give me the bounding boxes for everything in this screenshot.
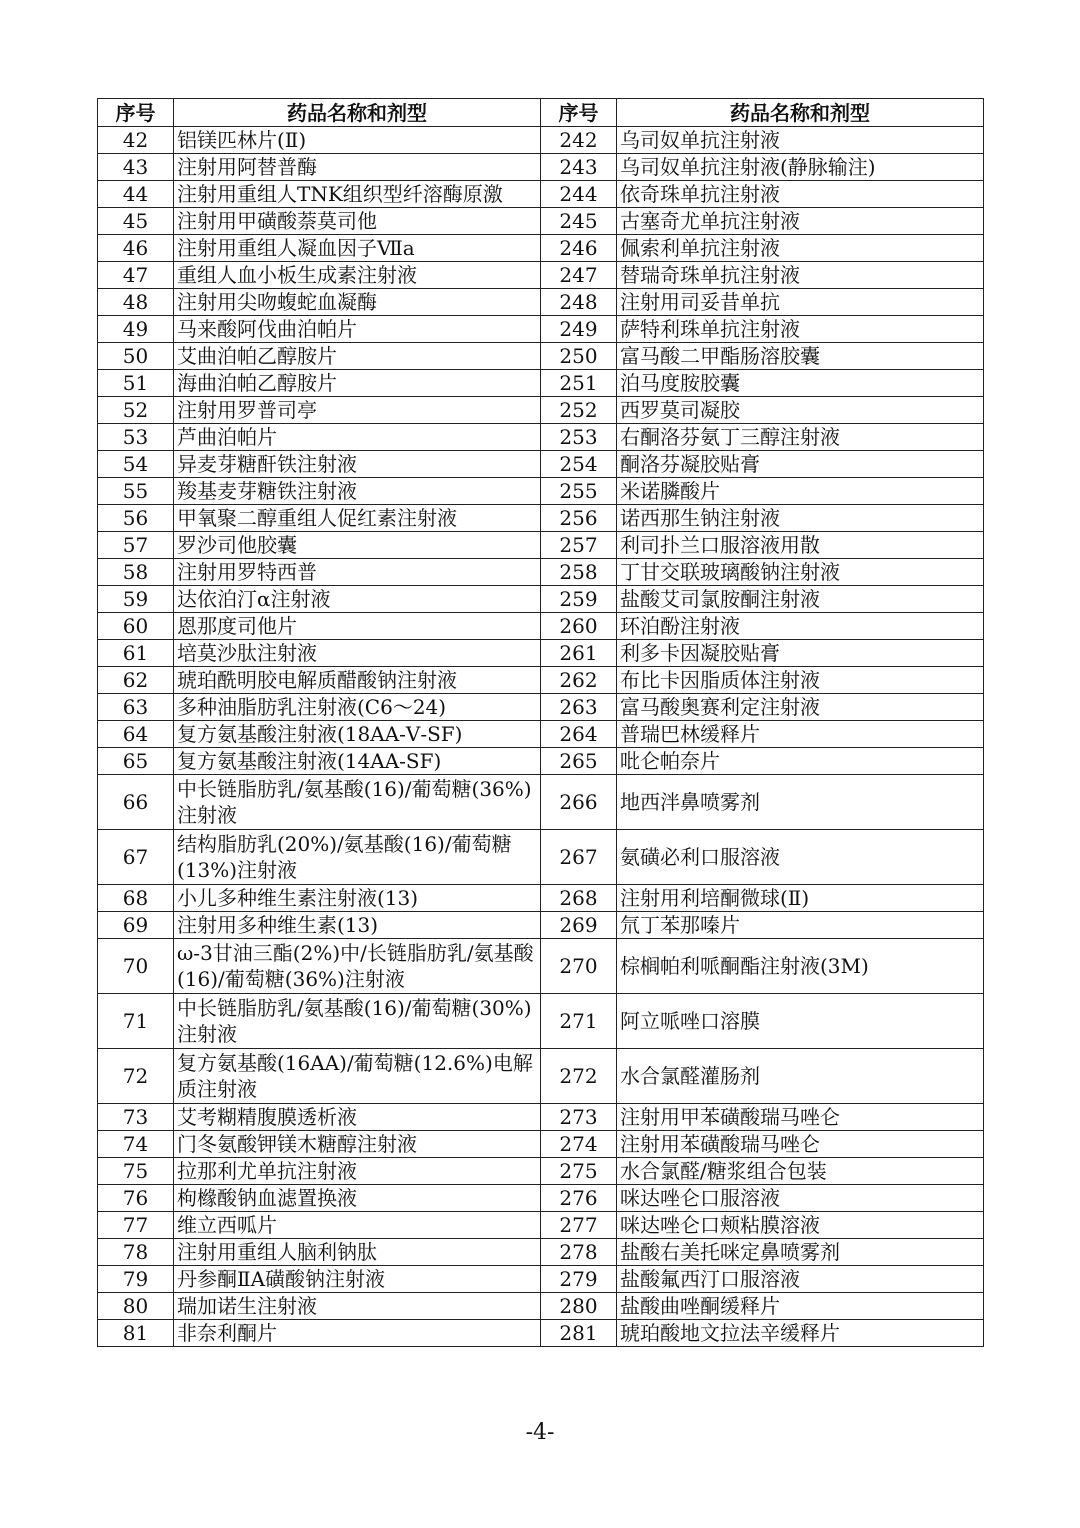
drug-name-left: 小儿多种维生素注射液(13): [174, 885, 541, 912]
table-row: [98, 127, 984, 154]
row-number-right: 253: [541, 424, 617, 451]
drug-name-left: 注射用罗特西普: [174, 559, 541, 586]
row-number-right: 281: [541, 1320, 617, 1347]
table-row: [98, 1185, 984, 1212]
table-row: [98, 939, 984, 994]
row-number-right: 259: [541, 586, 617, 613]
row-number-left: 65: [98, 748, 174, 775]
table-row: [98, 1131, 984, 1158]
row-number-left: 72: [98, 1049, 174, 1104]
row-number-right: 269: [541, 912, 617, 939]
table-row: [98, 994, 984, 1049]
row-number-right: 263: [541, 694, 617, 721]
drug-name-right: 泊马度胺胶囊: [617, 370, 984, 397]
drug-name-right: 普瑞巴林缓释片: [617, 721, 984, 748]
row-number-left: 78: [98, 1239, 174, 1266]
drug-name-left: 复方氨基酸注射液(18AA-Ⅴ-SF): [174, 721, 541, 748]
drug-name-right: 古塞奇尤单抗注射液: [617, 208, 984, 235]
row-number-right: 246: [541, 235, 617, 262]
row-number-right: 273: [541, 1104, 617, 1131]
row-number-left: 79: [98, 1266, 174, 1293]
row-number-right: 266: [541, 775, 617, 830]
drug-name-right: 盐酸艾司氯胺酮注射液: [617, 586, 984, 613]
header-name-right: 药品名称和剂型: [617, 99, 984, 127]
header-number-right: 序号: [541, 99, 617, 127]
row-number-left: 57: [98, 532, 174, 559]
row-number-left: 43: [98, 154, 174, 181]
table-row: [98, 1104, 984, 1131]
row-number-left: 52: [98, 397, 174, 424]
row-number-left: 80: [98, 1293, 174, 1320]
drug-list-table: [97, 98, 984, 1347]
row-number-left: 58: [98, 559, 174, 586]
drug-name-left: 复方氨基酸(16AA)/葡萄糖(12.6%)电解质注射液: [174, 1049, 541, 1104]
row-number-right: 271: [541, 994, 617, 1049]
drug-name-right: 乌司奴单抗注射液(静脉输注): [617, 154, 984, 181]
drug-name-right: 佩索利单抗注射液: [617, 235, 984, 262]
drug-name-right: 地西泮鼻喷雾剂: [617, 775, 984, 830]
table-row: [98, 559, 984, 586]
table-row: [98, 235, 984, 262]
drug-name-left: 注射用多种维生素(13): [174, 912, 541, 939]
drug-name-right: 酮洛芬凝胶贴膏: [617, 451, 984, 478]
row-number-right: 276: [541, 1185, 617, 1212]
row-number-right: 280: [541, 1293, 617, 1320]
row-number-right: 255: [541, 478, 617, 505]
page-number: -4-: [525, 1420, 555, 1445]
row-number-left: 55: [98, 478, 174, 505]
drug-name-left: 丹参酮ⅡA磺酸钠注射液: [174, 1266, 541, 1293]
drug-name-right: 琥珀酸地文拉法辛缓释片: [617, 1320, 984, 1347]
drug-name-right: 富马酸奥赛利定注射液: [617, 694, 984, 721]
table-row: [98, 451, 984, 478]
drug-name-right: 萨特利珠单抗注射液: [617, 316, 984, 343]
drug-name-right: 注射用司妥昔单抗: [617, 289, 984, 316]
drug-name-left: 维立西呱片: [174, 1212, 541, 1239]
drug-name-left: 重组人血小板生成素注射液: [174, 262, 541, 289]
drug-name-right: 水合氯醛灌肠剂: [617, 1049, 984, 1104]
row-number-left: 42: [98, 127, 174, 154]
drug-name-left: 多种油脂肪乳注射液(C6～24): [174, 694, 541, 721]
table-row: [98, 262, 984, 289]
drug-name-left: 马来酸阿伐曲泊帕片: [174, 316, 541, 343]
row-number-left: 73: [98, 1104, 174, 1131]
row-number-left: 60: [98, 613, 174, 640]
drug-name-left: 羧基麦芽糖铁注射液: [174, 478, 541, 505]
table-row: [98, 748, 984, 775]
drug-name-right: 富马酸二甲酯肠溶胶囊: [617, 343, 984, 370]
row-number-right: 254: [541, 451, 617, 478]
drug-name-right: 咪达唑仑口颊粘膜溶液: [617, 1212, 984, 1239]
row-number-right: 247: [541, 262, 617, 289]
table-row: [98, 775, 984, 830]
drug-name-left: 琥珀酰明胶电解质醋酸钠注射液: [174, 667, 541, 694]
table-row: [98, 667, 984, 694]
drug-name-right: 布比卡因脂质体注射液: [617, 667, 984, 694]
row-number-right: 248: [541, 289, 617, 316]
drug-name-left: 注射用重组人凝血因子Ⅶa: [174, 235, 541, 262]
drug-name-right: 环泊酚注射液: [617, 613, 984, 640]
row-number-right: 251: [541, 370, 617, 397]
drug-name-left: 拉那利尤单抗注射液: [174, 1158, 541, 1185]
drug-name-right: 注射用甲苯磺酸瑞马唑仑: [617, 1104, 984, 1131]
table-row: [98, 397, 984, 424]
row-number-right: 275: [541, 1158, 617, 1185]
table-row: [98, 830, 984, 885]
table-row: [98, 586, 984, 613]
table-row: [98, 478, 984, 505]
drug-name-left: 注射用重组人脑利钠肽: [174, 1239, 541, 1266]
header-name-left: 药品名称和剂型: [174, 99, 541, 127]
table-row: [98, 640, 984, 667]
row-number-right: 267: [541, 830, 617, 885]
drug-name-left: 枸橼酸钠血滤置换液: [174, 1185, 541, 1212]
table-row: [98, 343, 984, 370]
drug-name-left: 异麦芽糖酐铁注射液: [174, 451, 541, 478]
drug-name-right: 右酮洛芬氨丁三醇注射液: [617, 424, 984, 451]
table-row: [98, 1158, 984, 1185]
drug-name-left: 培莫沙肽注射液: [174, 640, 541, 667]
row-number-left: 76: [98, 1185, 174, 1212]
table-row: [98, 721, 984, 748]
table-row: [98, 532, 984, 559]
table-row: [98, 1212, 984, 1239]
row-number-left: 69: [98, 912, 174, 939]
row-number-left: 50: [98, 343, 174, 370]
drug-name-right: 乌司奴单抗注射液: [617, 127, 984, 154]
table-row: [98, 1293, 984, 1320]
row-number-left: 59: [98, 586, 174, 613]
drug-name-right: 注射用苯磺酸瑞马唑仑: [617, 1131, 984, 1158]
drug-name-right: 棕榈帕利哌酮酯注射液(3M): [617, 939, 984, 994]
drug-name-left: 中长链脂肪乳/氨基酸(16)/葡萄糖(36%)注射液: [174, 775, 541, 830]
row-number-left: 63: [98, 694, 174, 721]
row-number-left: 66: [98, 775, 174, 830]
table-row: [98, 424, 984, 451]
drug-name-right: 氘丁苯那嗪片: [617, 912, 984, 939]
row-number-right: 270: [541, 939, 617, 994]
drug-name-left: 海曲泊帕乙醇胺片: [174, 370, 541, 397]
row-number-left: 51: [98, 370, 174, 397]
drug-name-left: 复方氨基酸注射液(14AA-SF): [174, 748, 541, 775]
row-number-left: 77: [98, 1212, 174, 1239]
drug-name-right: 阿立哌唑口溶膜: [617, 994, 984, 1049]
row-number-left: 46: [98, 235, 174, 262]
drug-name-left: 芦曲泊帕片: [174, 424, 541, 451]
row-number-right: 260: [541, 613, 617, 640]
table-row: [98, 316, 984, 343]
drug-name-left: 结构脂肪乳(20%)/氨基酸(16)/葡萄糖(13%)注射液: [174, 830, 541, 885]
drug-name-right: 吡仑帕奈片: [617, 748, 984, 775]
row-number-left: 67: [98, 830, 174, 885]
drug-name-right: 水合氯醛/糖浆组合包装: [617, 1158, 984, 1185]
table-row: [98, 289, 984, 316]
row-number-right: 252: [541, 397, 617, 424]
row-number-right: 277: [541, 1212, 617, 1239]
drug-name-left: 艾曲泊帕乙醇胺片: [174, 343, 541, 370]
row-number-right: 264: [541, 721, 617, 748]
drug-name-left: ω-3甘油三酯(2%)中/长链脂肪乳/氨基酸(16)/葡萄糖(36%)注射液: [174, 939, 541, 994]
drug-name-left: 注射用甲磺酸萘莫司他: [174, 208, 541, 235]
drug-name-left: 达依泊汀α注射液: [174, 586, 541, 613]
row-number-left: 81: [98, 1320, 174, 1347]
row-number-right: 279: [541, 1266, 617, 1293]
drug-name-left: 非奈利酮片: [174, 1320, 541, 1347]
row-number-right: 268: [541, 885, 617, 912]
drug-name-left: 注射用重组人TNK组织型纤溶酶原激: [174, 181, 541, 208]
row-number-right: 243: [541, 154, 617, 181]
header-number-left: 序号: [98, 99, 174, 127]
row-number-left: 74: [98, 1131, 174, 1158]
row-number-right: 272: [541, 1049, 617, 1104]
table-row: [98, 1320, 984, 1347]
drug-name-right: 咪达唑仑口服溶液: [617, 1185, 984, 1212]
drug-name-right: 诺西那生钠注射液: [617, 505, 984, 532]
table-row: [98, 505, 984, 532]
row-number-left: 75: [98, 1158, 174, 1185]
table-row: [98, 1266, 984, 1293]
table-row: [98, 912, 984, 939]
row-number-left: 62: [98, 667, 174, 694]
table-row: [98, 885, 984, 912]
table-row: [98, 370, 984, 397]
row-number-left: 70: [98, 939, 174, 994]
row-number-left: 68: [98, 885, 174, 912]
row-number-right: 278: [541, 1239, 617, 1266]
drug-name-right: 替瑞奇珠单抗注射液: [617, 262, 984, 289]
row-number-right: 265: [541, 748, 617, 775]
table-header-row: [98, 99, 984, 127]
table-row: [98, 694, 984, 721]
row-number-left: 56: [98, 505, 174, 532]
row-number-right: 261: [541, 640, 617, 667]
row-number-right: 242: [541, 127, 617, 154]
drug-name-right: 氨磺必利口服溶液: [617, 830, 984, 885]
row-number-left: 48: [98, 289, 174, 316]
row-number-right: 258: [541, 559, 617, 586]
row-number-right: 245: [541, 208, 617, 235]
table-row: [98, 1049, 984, 1104]
row-number-right: 274: [541, 1131, 617, 1158]
drug-name-right: 西罗莫司凝胶: [617, 397, 984, 424]
table-row: [98, 181, 984, 208]
row-number-right: 262: [541, 667, 617, 694]
row-number-right: 250: [541, 343, 617, 370]
row-number-left: 53: [98, 424, 174, 451]
row-number-left: 54: [98, 451, 174, 478]
table-row: [98, 208, 984, 235]
row-number-right: 256: [541, 505, 617, 532]
drug-name-right: 利多卡因凝胶贴膏: [617, 640, 984, 667]
row-number-left: 64: [98, 721, 174, 748]
drug-name-left: 罗沙司他胶囊: [174, 532, 541, 559]
drug-name-right: 依奇珠单抗注射液: [617, 181, 984, 208]
drug-name-left: 门冬氨酸钾镁木糖醇注射液: [174, 1131, 541, 1158]
row-number-left: 61: [98, 640, 174, 667]
drug-name-left: 注射用尖吻蝮蛇血凝酶: [174, 289, 541, 316]
row-number-left: 71: [98, 994, 174, 1049]
row-number-left: 47: [98, 262, 174, 289]
drug-name-left: 瑞加诺生注射液: [174, 1293, 541, 1320]
row-number-right: 244: [541, 181, 617, 208]
table-row: [98, 1239, 984, 1266]
drug-name-left: 甲氧聚二醇重组人促红素注射液: [174, 505, 541, 532]
drug-name-left: 艾考糊精腹膜透析液: [174, 1104, 541, 1131]
drug-name-right: 丁甘交联玻璃酸钠注射液: [617, 559, 984, 586]
drug-name-right: 利司扑兰口服溶液用散: [617, 532, 984, 559]
drug-name-left: 铝镁匹林片(Ⅱ): [174, 127, 541, 154]
drug-name-right: 盐酸右美托咪定鼻喷雾剂: [617, 1239, 984, 1266]
row-number-left: 45: [98, 208, 174, 235]
drug-name-right: 米诺膦酸片: [617, 478, 984, 505]
drug-name-right: 盐酸氟西汀口服溶液: [617, 1266, 984, 1293]
drug-name-left: 注射用罗普司亭: [174, 397, 541, 424]
drug-name-right: 注射用利培酮微球(Ⅱ): [617, 885, 984, 912]
drug-name-left: 注射用阿替普酶: [174, 154, 541, 181]
row-number-right: 257: [541, 532, 617, 559]
table-row: [98, 154, 984, 181]
drug-name-left: 恩那度司他片: [174, 613, 541, 640]
table-row: [98, 613, 984, 640]
row-number-right: 249: [541, 316, 617, 343]
drug-name-left: 中长链脂肪乳/氨基酸(16)/葡萄糖(30%)注射液: [174, 994, 541, 1049]
table-body: [98, 127, 984, 1347]
row-number-left: 49: [98, 316, 174, 343]
drug-name-right: 盐酸曲唑酮缓释片: [617, 1293, 984, 1320]
row-number-left: 44: [98, 181, 174, 208]
